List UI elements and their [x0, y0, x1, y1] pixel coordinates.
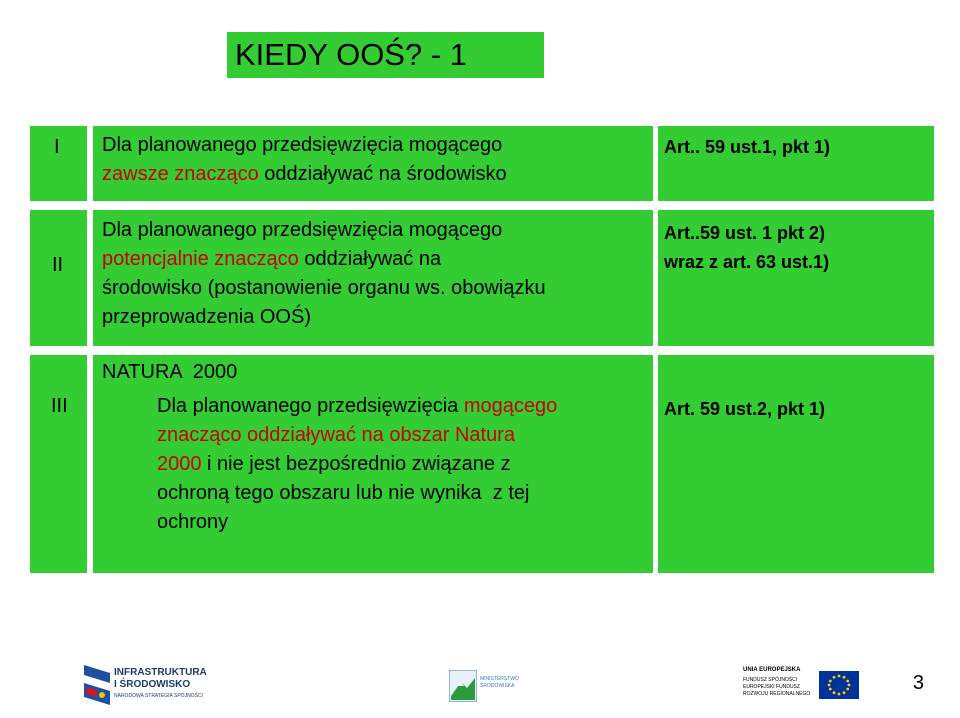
row-1-desc-cell — [93, 126, 653, 201]
ministerstwo-line1: MINISTERSTWO — [480, 676, 519, 682]
row-3-line1 — [157, 392, 557, 421]
row-3-emphasis-3: 2000 — [157, 453, 202, 475]
row-2-line1: Dla planowanego przedsięwzięcia mogącego — [102, 219, 503, 241]
infrastruktura-logo — [84, 663, 214, 707]
eu-flag-icon — [819, 671, 859, 699]
row-2-line3: środowisko (postanowienie organu ws. obowiązku — [102, 277, 546, 299]
row-3-art-1: Art. 59 ust.2, pkt 1) — [664, 399, 826, 419]
row-1-roman-cell — [30, 126, 87, 201]
infrastruktura-line3: NARODOWA STRATEGIA SPÓJNOŚCI — [114, 693, 203, 699]
row-1-emphasis: zawsze znacząco — [102, 163, 259, 185]
row-2-roman: II — [52, 254, 64, 276]
row-1-roman: I — [54, 136, 60, 158]
row-1-line2-rest: oddziaływać na środowisko — [258, 163, 507, 185]
row-2-roman-cell — [30, 210, 87, 346]
row-1-line1: Dla planowanego przedsięwzięcia mogącego — [102, 134, 503, 156]
eu-line3: EUROPEJSKI FUNDUSZ — [743, 684, 800, 690]
row-2-emphasis: potencjalnie znacząco — [102, 248, 299, 270]
infrastruktura-line2: I ŚRODOWISKO — [114, 679, 191, 690]
row-3-roman: III — [51, 395, 68, 417]
row-2-art-2: wraz z art. 63 ust.1) — [664, 252, 830, 272]
page-number: 3 — [912, 672, 924, 694]
row-2-line2 — [102, 245, 546, 274]
eu-line2: FUNDUSZ SPÓJNOŚCI — [743, 677, 798, 683]
slide-title: KIEDY OOŚ? - 1 — [235, 37, 468, 72]
row-3-desc — [157, 392, 557, 537]
row-2-art-1: Art..59 ust. 1 pkt 2) — [664, 223, 826, 243]
row-3-heading: NATURA 2000 — [102, 361, 238, 383]
row-3-line3 — [157, 450, 557, 479]
row-2-line2-rest: oddziaływać na — [298, 248, 442, 270]
flag-emblem-icon — [84, 665, 110, 705]
row-2-art-cell — [658, 210, 934, 346]
eu-line1: UNIA EUROPEJSKA — [743, 667, 801, 673]
row-3-line3-rest: i nie jest bezpośrednio związane z — [201, 453, 511, 475]
row-3-line5: ochrony — [157, 511, 229, 533]
row-3-line4: ochroną tego obszaru lub nie wynika z tej — [157, 482, 530, 504]
row-1-art-cell — [658, 126, 934, 201]
eu-line4: ROZWOJU REGIONALNEGO — [743, 691, 811, 697]
row-3-roman-cell — [30, 355, 87, 573]
row-1-line2 — [102, 160, 507, 189]
row-1-desc — [102, 131, 507, 189]
row-3-line1-text: Dla planowanego przedsięwzięcia — [157, 395, 464, 417]
row-2-line4: przeprowadzenia OOŚ) — [102, 306, 311, 328]
infrastruktura-line1: INFRASTRUKTURA — [114, 667, 207, 678]
row-1-art-1: Art.. 59 ust.1, pkt 1) — [664, 137, 831, 157]
row-3-emphasis-1: mogącego — [463, 395, 558, 417]
ministerstwo-line2: ŚRODOWISKA — [480, 683, 515, 689]
row-3-emphasis-2: znacząco oddziaływać na obszar Natura — [157, 424, 515, 446]
row-2-desc-cell — [93, 210, 653, 346]
row-3-desc-cell — [93, 355, 653, 573]
ministerstwo-logo — [449, 670, 529, 704]
eu-logo — [743, 665, 863, 705]
row-2-desc — [102, 216, 546, 332]
title-box — [227, 32, 544, 78]
row-3-art-cell — [658, 355, 934, 573]
mountain-emblem-icon — [449, 670, 477, 702]
